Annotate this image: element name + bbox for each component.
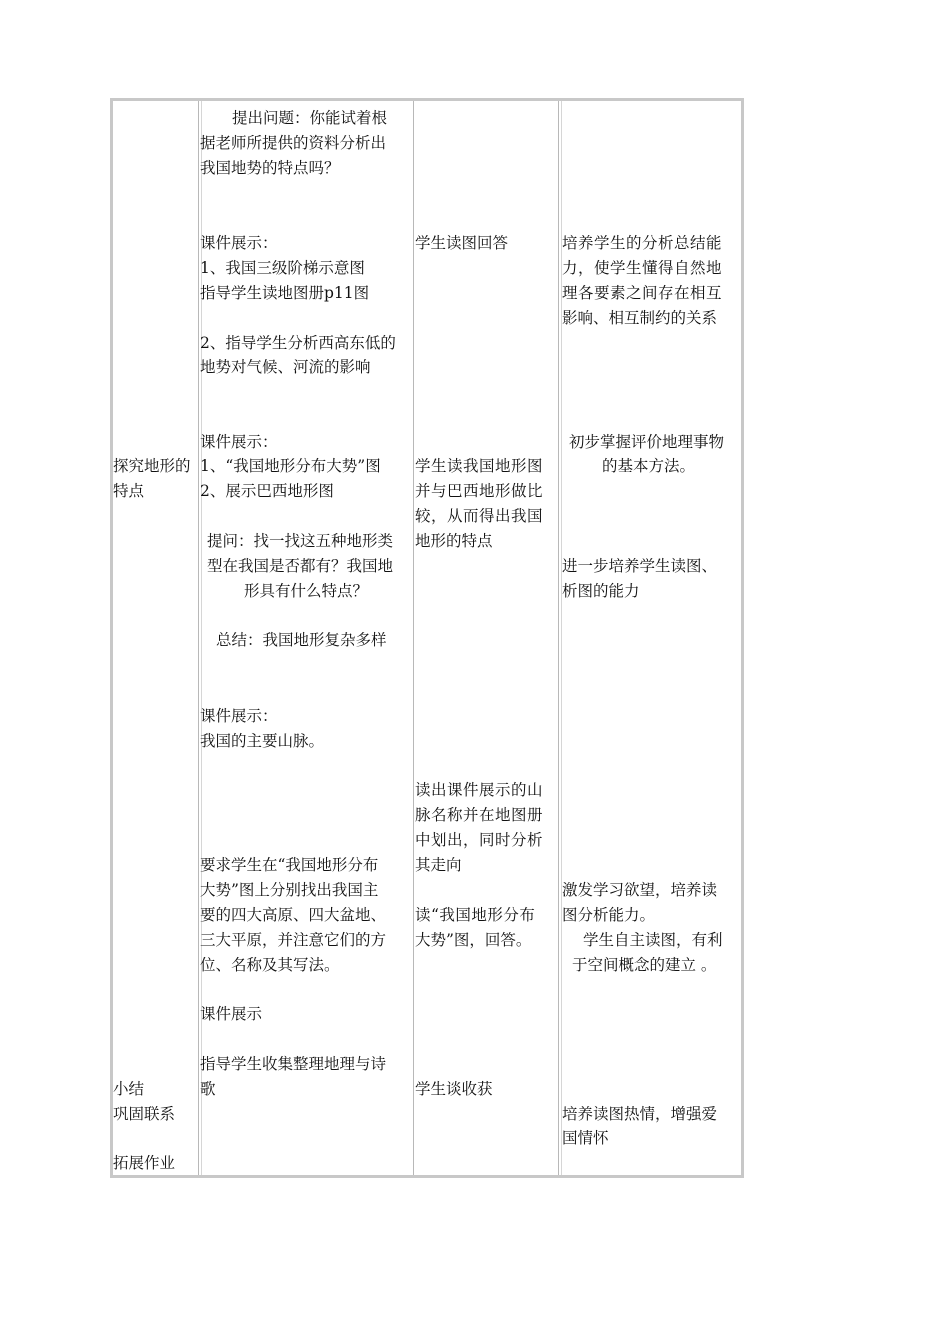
student-text: 读出课件展示的山 — [415, 781, 544, 799]
teacher-text: 形具有什么特点？ — [244, 582, 369, 600]
teacher-text: 2、展示巴西地形图 — [200, 482, 334, 500]
student-text: 学生读我国地形图 — [415, 457, 544, 475]
teacher-text: 要求学生在“我国地形分布 — [200, 856, 379, 874]
teacher-text: 总结：我国地形复杂多样 — [216, 631, 387, 649]
teacher-text: 我国的主要山脉。 — [200, 732, 325, 750]
teacher-text: 提问：找一找这五种地形类 — [207, 532, 394, 550]
section-label: 拓展作业 — [113, 1154, 176, 1172]
intent-text: 的基本方法。 — [602, 457, 696, 475]
teacher-text: 据老师所提供的资料分析出 — [200, 134, 387, 152]
intent-text: 培养学生的分析总结能 — [562, 234, 723, 252]
teacher-text: 地势对气候、河流的影响 — [200, 358, 371, 376]
student-text: 脉名称并在地图册 — [415, 806, 544, 824]
teacher-text: 位、名称及其写法。 — [200, 956, 340, 974]
teacher-text: 课件展示： — [200, 433, 278, 451]
student-text: 地形的特点 — [415, 532, 493, 550]
student-text: 较，从而得出我国 — [415, 507, 544, 525]
student-text: 大势”图，回答。 — [415, 931, 532, 949]
section-label: 探究地形的 — [113, 457, 191, 475]
teacher-text: 歌 — [200, 1080, 216, 1098]
student-text: 并与巴西地形做比 — [415, 482, 544, 500]
teacher-text: 2、指导学生分析西高东低的 — [200, 334, 396, 352]
teacher-text: 大势”图上分别找出我国主 — [200, 881, 379, 899]
intent-text: 于空间概念的建立 。 — [572, 956, 717, 974]
intent-text: 影响、相互制约的关系 — [562, 309, 718, 327]
teacher-text: 指导学生收集整理地理与诗 — [200, 1055, 387, 1073]
intent-text: 初步掌握评价地理事物 — [569, 433, 725, 451]
student-text: 读“我国地形分布 — [415, 906, 536, 924]
intent-text: 析图的能力 — [562, 582, 640, 600]
intent-text: 图分析能力。 — [562, 906, 656, 924]
teacher-text: 提出问题：你能试着根 — [232, 109, 388, 127]
teacher-text: 三大平原，并注意它们的方 — [200, 931, 387, 949]
teacher-text: 1、“我国地形分布大势”图 — [200, 457, 381, 475]
teacher-text: 型在我国是否都有？我国地 — [207, 557, 394, 575]
student-text: 学生谈收获 — [415, 1080, 493, 1098]
section-label: 巩固联系 — [113, 1105, 176, 1123]
intent-text: 理各要素之间存在相互 — [562, 284, 723, 302]
teacher-text: 课件展示 — [200, 1005, 263, 1023]
teacher-text: 课件展示： — [200, 707, 278, 725]
student-text: 其走向 — [415, 856, 462, 874]
student-text: 中划出，同时分析 — [415, 831, 544, 849]
intent-text: 培养读图热情，增强爱 — [562, 1105, 718, 1123]
column-divider — [558, 101, 559, 1175]
intent-text: 力，使学生懂得自然地 — [562, 259, 723, 277]
section-label: 小结 — [113, 1080, 145, 1098]
column-divider — [198, 101, 199, 1175]
teacher-text: 1、我国三级阶梯示意图 — [200, 259, 365, 277]
teacher-text: 我国地势的特点吗？ — [200, 159, 340, 177]
column-divider — [413, 101, 414, 1175]
student-text: 学生读图回答 — [415, 234, 509, 252]
teacher-text: 指导学生读地图册p11图 — [200, 284, 370, 302]
intent-text: 国情怀 — [562, 1129, 609, 1147]
section-label: 特点 — [113, 482, 145, 500]
intent-text: 进一步培养学生读图、 — [562, 557, 718, 575]
teacher-text: 要的四大高原、四大盆地、 — [200, 906, 387, 924]
intent-text: 学生自主读图，有利 — [583, 931, 723, 949]
intent-text: 激发学习欲望，培养读 — [562, 881, 718, 899]
teacher-text: 课件展示： — [200, 234, 278, 252]
